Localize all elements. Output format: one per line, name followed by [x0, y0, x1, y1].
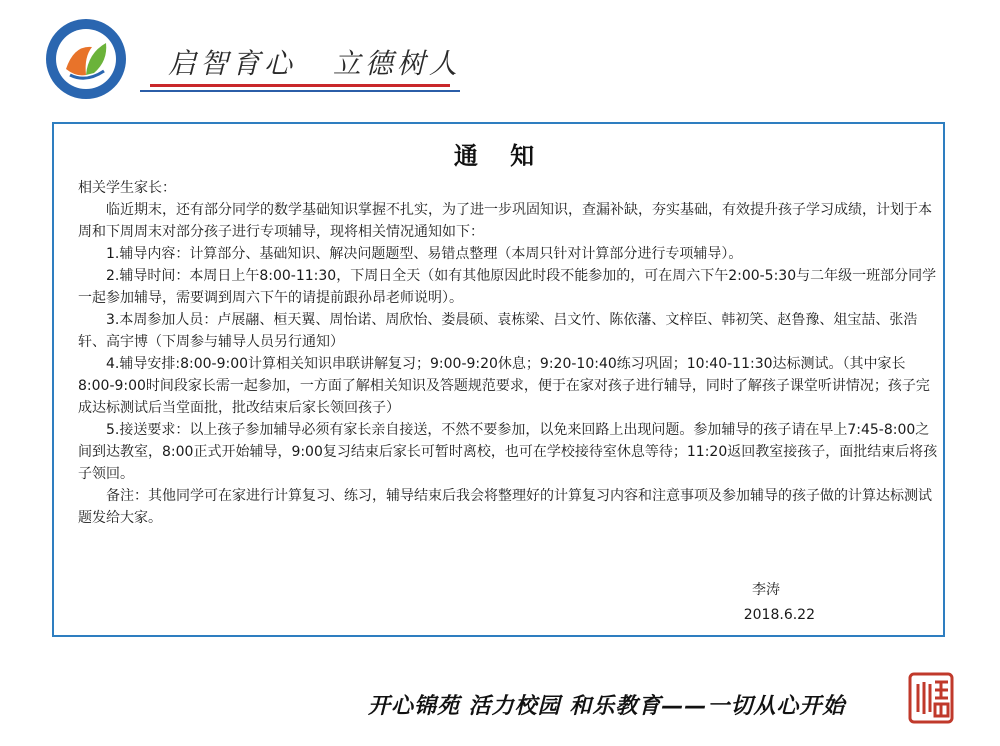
item-schedule: 4.辅导安排:8:00-9:00计算相关知识串联讲解复习；9:00-9:20休息；9:20-10:40练习巩固；10:40-11:30达标测试。（其中家长8:00-9:00时间段家长需一起参加，一方面了解相关知识及答题规范要求，便于在家对孩子进行辅导，同时了解孩子课堂听讲情况；孩子完成达标测试后当堂面批，批改结束后家长领回孩子） [78, 356, 930, 416]
notice-body [78, 177, 940, 529]
school-motto [168, 42, 461, 82]
item-time: 2.辅导时间：本周日上午8:00-11:30，下周日全天（如有其他原因此时段不能参加的，可在周六下午2:00-5:30与二年级一班部分同学一起参加辅导，需要调到周六下午的请提前跟孙昂老师说明）。 [78, 268, 937, 306]
seal-stamp [908, 672, 954, 724]
item-content: 1.辅导内容：计算部分、基础知识、解决问题题型、易错点整理（本周只针对计算部分进行专项辅导）。 [106, 246, 743, 262]
item-participants: 3.本周参加人员：卢展翮、桓天翼、周怡诺、周欣怡、娄晨硕、袁栋梁、吕文竹、陈依藩、文梓臣、韩初笑、赵鲁豫、俎宝喆、张浩轩、高宇博（下周参与辅导人员另行通知） [78, 312, 918, 350]
intro-paragraph: 临近期末，还有部分同学的数学基础知识掌握不扎实，为了进一步巩固知识，查漏补缺，夯实基础，有效提升孩子学习成绩，计划于本周和下周周末对部分孩子进行专项辅导，现将相关情况通知如下： [78, 202, 932, 240]
footer-slogan: 开心锦苑 活力校园 和乐教育——一切从心开始 [368, 694, 846, 719]
school-logo [44, 17, 128, 101]
motto-underline-red [150, 84, 450, 87]
salutation: 相关学生家长： [78, 180, 176, 196]
signature: 李涛 [752, 582, 780, 598]
notice-date: 2018.6.22 [743, 607, 815, 623]
remark-paragraph: 备注：其他同学可在家进行计算复习、练习，辅导结束后我会将整理好的计算复习内容和注意事项及参加辅导的孩子做的计算达标测试题发给大家。 [78, 488, 932, 526]
motto-part2: 立德树人 [332, 47, 461, 80]
item-pickup: 5.接送要求：以上孩子参加辅导必须有家长亲自接送，不然不要参加，以免来回路上出现问题。参加辅导的孩子请在早上7:45-8:00之间到达教室，8:00正式开始辅导，9:00复习结束后家长可暂时离校，也可在学校接待室休息等待；11:20返回教室接孩子，面批结束后将孩子领回。 [78, 422, 938, 482]
motto-underline-blue [140, 90, 460, 92]
motto-part1: 启智育心 [168, 47, 297, 80]
notice-title: 通 知 [453, 141, 547, 170]
